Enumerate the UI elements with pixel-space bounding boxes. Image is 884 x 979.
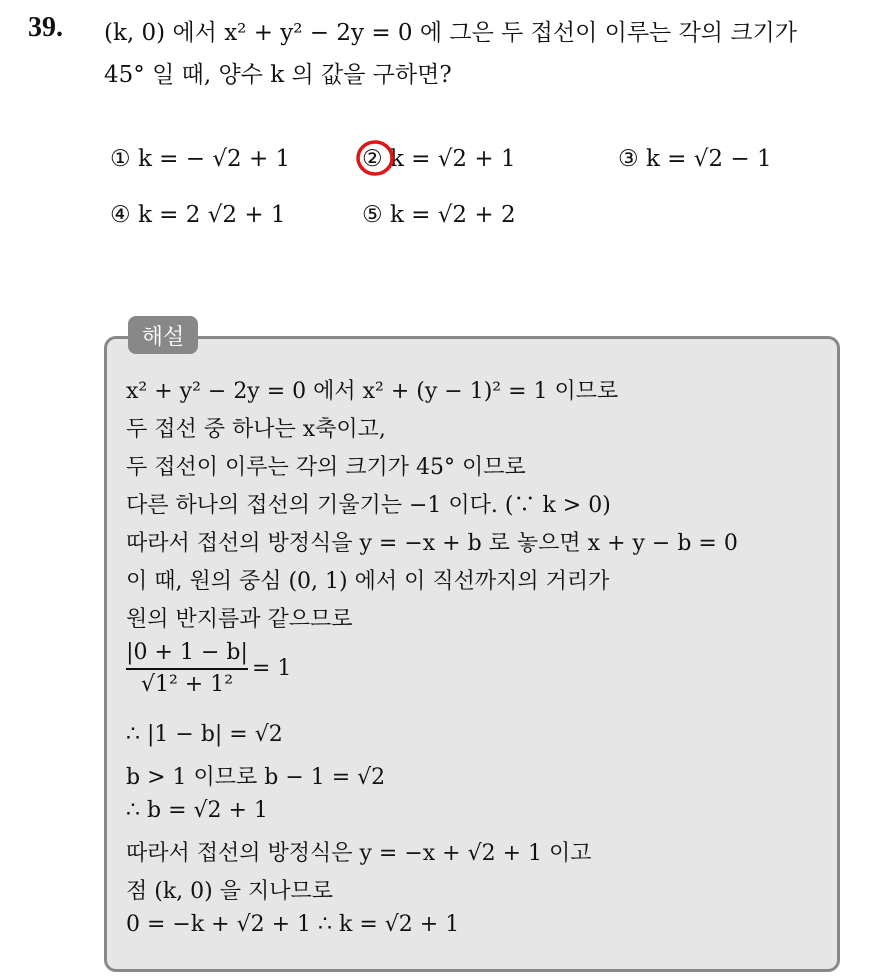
solution-line: 0 = −k + √2 + 1 ∴ k = √2 + 1 [126,912,460,937]
solution-line: 다른 하나의 접선의 기울기는 −1 이다. (∵ k > 0) [126,493,611,518]
fraction-rhs: = 1 [252,656,292,681]
solution-line: ∴ |1 − b| = √2 [126,722,283,747]
solution-line: ∴ b = √2 + 1 [126,798,268,823]
choice-text: k = − √2 + 1 [137,146,291,172]
choice-1[interactable] [110,146,290,172]
solution-line: 점 (k, 0) 을 지나므로 [126,879,333,904]
question-text-line-1: (k, 0) 에서 x² + y² − 2y = 0 에 그은 두 접선이 이루는 각의 크기가 [104,20,797,46]
choice-text: k = 2 √2 + 1 [137,202,286,228]
solution-line: 원의 반지름과 같으므로 [126,607,353,632]
solution-line: 이 때, 원의 중심 (0, 1) 에서 이 직선까지의 거리가 [126,569,610,594]
choice-5[interactable] [362,202,516,228]
solution-line: 따라서 접선의 방정식은 y = −x + √2 + 1 이고 [126,841,592,866]
solution-line: 두 접선이 이루는 각의 크기가 45° 이므로 [126,455,526,480]
choice-4[interactable] [110,202,286,228]
choice-text: k = √2 + 1 [389,146,516,172]
choice-number: ④ [110,202,131,228]
solution-line: 따라서 접선의 방정식을 y = −x + b 로 놓으면 x + y − b = 0 [126,531,738,556]
solution-tab: 해설 [128,316,198,354]
choice-number: ① [110,146,131,172]
solution-line: b > 1 이므로 b − 1 = √2 [126,765,386,790]
choice-number: ⑤ [362,202,383,228]
choice-text: k = √2 − 1 [645,146,772,172]
question-text-line-2: 45° 일 때, 양수 k 의 값을 구하면? [104,62,452,88]
distance-fraction [126,640,248,697]
answer-circle-mark-icon [354,137,396,179]
question-number: 39. [28,12,63,43]
choice-number: ② [362,146,383,172]
choice-number: ③ [618,146,639,172]
choice-3[interactable] [618,146,772,172]
solution-line: 두 접선 중 하나는 x축이고, [126,417,386,442]
fraction-denominator: √1² + 1² [140,672,234,697]
solution-line: x² + y² − 2y = 0 에서 x² + (y − 1)² = 1 이므로 [126,379,619,404]
choice-text: k = √2 + 2 [389,202,516,228]
fraction-numerator: |0 + 1 − b| [126,640,248,665]
